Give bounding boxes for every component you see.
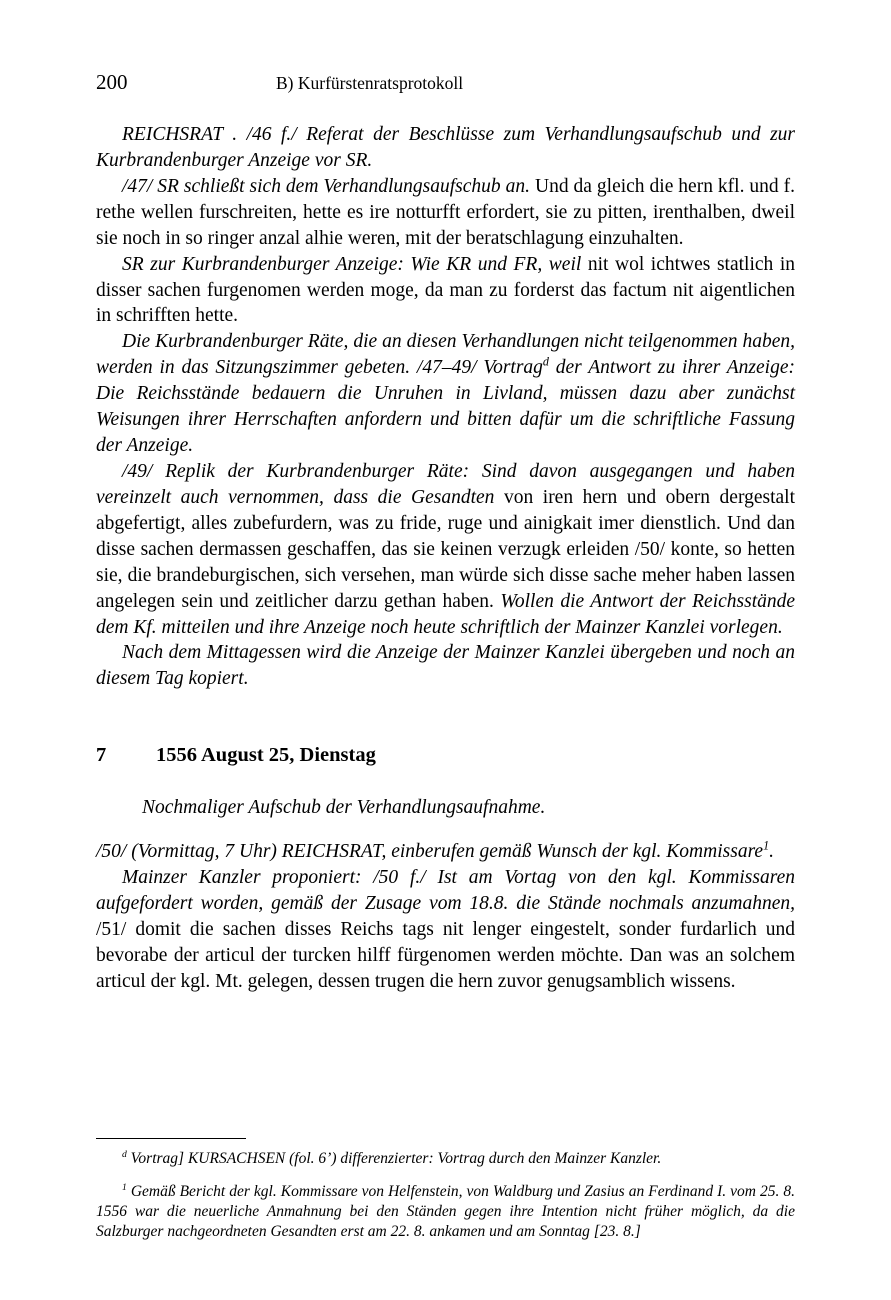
section-heading xyxy=(96,744,795,767)
paragraph: SR zur Kurbrandenburger Anzeige: Wie KR und FR, weil nit wol ichtwes statlich in disser sachen furgenomen werden moge, da man zu forderst das factum nit aigentlichen in schrifften hette. xyxy=(96,253,795,327)
section-title: 1556 August 25, Dienstag xyxy=(156,744,376,767)
paragraph: REICHSRAT . /46 f./ Referat der Beschlüsse zum Verhandlungsaufschub und zur Kurbrandenburger Anzeige vor SR. xyxy=(96,124,795,171)
footnote-area xyxy=(96,1138,795,1254)
section-regest: Nochmaliger Aufschub der Verhandlungsaufnahme. xyxy=(142,797,546,819)
paragraph: /47/ SR schließt sich dem Verhandlungsaufschub an. Und da gleich die hern kfl. und f. rethe wellen furschreiten, hette es ire notturfft erfordert, sie zu pitten, irenthalben, dweil sie noch in so ringer anzal alhie weren, mit der beratschlagung einzuhalten. xyxy=(96,175,796,249)
footnote: $^d$ Vortrag] KURSACHSEN (fol. 6’) differenzierter: Vortrag durch den Mainzer Kanzler. xyxy=(122,1149,662,1168)
paragraph: Die Kurbrandenburger Räte, die an diesen Verhandlungen nicht teilgenommen haben, werden in das Sitzungszimmer gebeten. /47–49/ Vortrag$^d$ der Antwort zu ihrer Anzeige: Die Reichsstände bedauern die Unruhen in Livland, müssen dazu aber zunächst Weisungen ihrer Herrschaften anfordern und bitten dafür um die schriftliche Fassung der Anzeige. xyxy=(96,331,795,457)
page-number: 200 xyxy=(96,70,128,94)
section-number: 7 xyxy=(96,744,107,767)
paragraph: Mainzer Kanzler proponiert: /50 f./ Ist am Vortag von den kgl. Kommissaren aufgefordert worden, gemäß der Zusage vom 18.8. die Stände nochmals anzumahnen, /51/ domit die sachen disses Reichs tags nit lenger eingestelt, sonder furdarlich und bevorabe der articul der turcken hilff fürgenomen werden möchte. Dan was an solchem articul der kgl. Mt. gelegen, dessen trugen die hern zuvor genugsamblich wissens. xyxy=(96,867,795,992)
footnote-separator xyxy=(96,1138,246,1139)
section-text-block xyxy=(96,839,795,995)
footnote: $^1$ Gemäß Bericht der kgl. Kommissare von Helfenstein, von Waldburg und Zasius an Ferdinand I. vom 25. 8. 1556 war die neuerliche Anmahnung bei den Ständen gegen ihre Intention nicht früher möglich, da die Salzburger nachgeordneten Gesandten erst am 22. 8. ankamen und am Sonntag [23. 8.] xyxy=(96,1181,796,1240)
page-header xyxy=(96,70,795,100)
running-title: B) Kurfürstenratsprotokoll xyxy=(276,73,464,93)
main-text-block xyxy=(96,122,795,692)
paragraph: /49/ Replik der Kurbrandenburger Räte: Sind davon ausgegangen und haben vereinzelt auch vernommen, dass die Gesandten von iren hern und obern dergestalt abgefertigt, alles zubefurdern, was zu fride, ruge und ainigkait imer dienstlich. Und dan disse sachen dermassen geschaffen, das sie keinen verzugk erleiden /50/ konte, so hetten sie, die brandeburgischen, sich versehen, man würde sich disse sache meher haben lassen angelegen sein und zeitlicher darzu gethan haben. Wollen die Antwort der Reichsstände dem Kf. mitteilen und ihre Anzeige noch heute schriftlich der Mainzer Kanzlei vorlegen. xyxy=(96,460,796,638)
paragraph: /50/ (Vormittag, 7 Uhr) REICHSRAT, einberufen gemäß Wunsch der kgl. Kommissare$^1$. xyxy=(96,838,775,863)
paragraph: Nach dem Mittagessen wird die Anzeige der Mainzer Kanzlei übergeben und noch an diesem Tag kopiert. xyxy=(96,642,795,690)
